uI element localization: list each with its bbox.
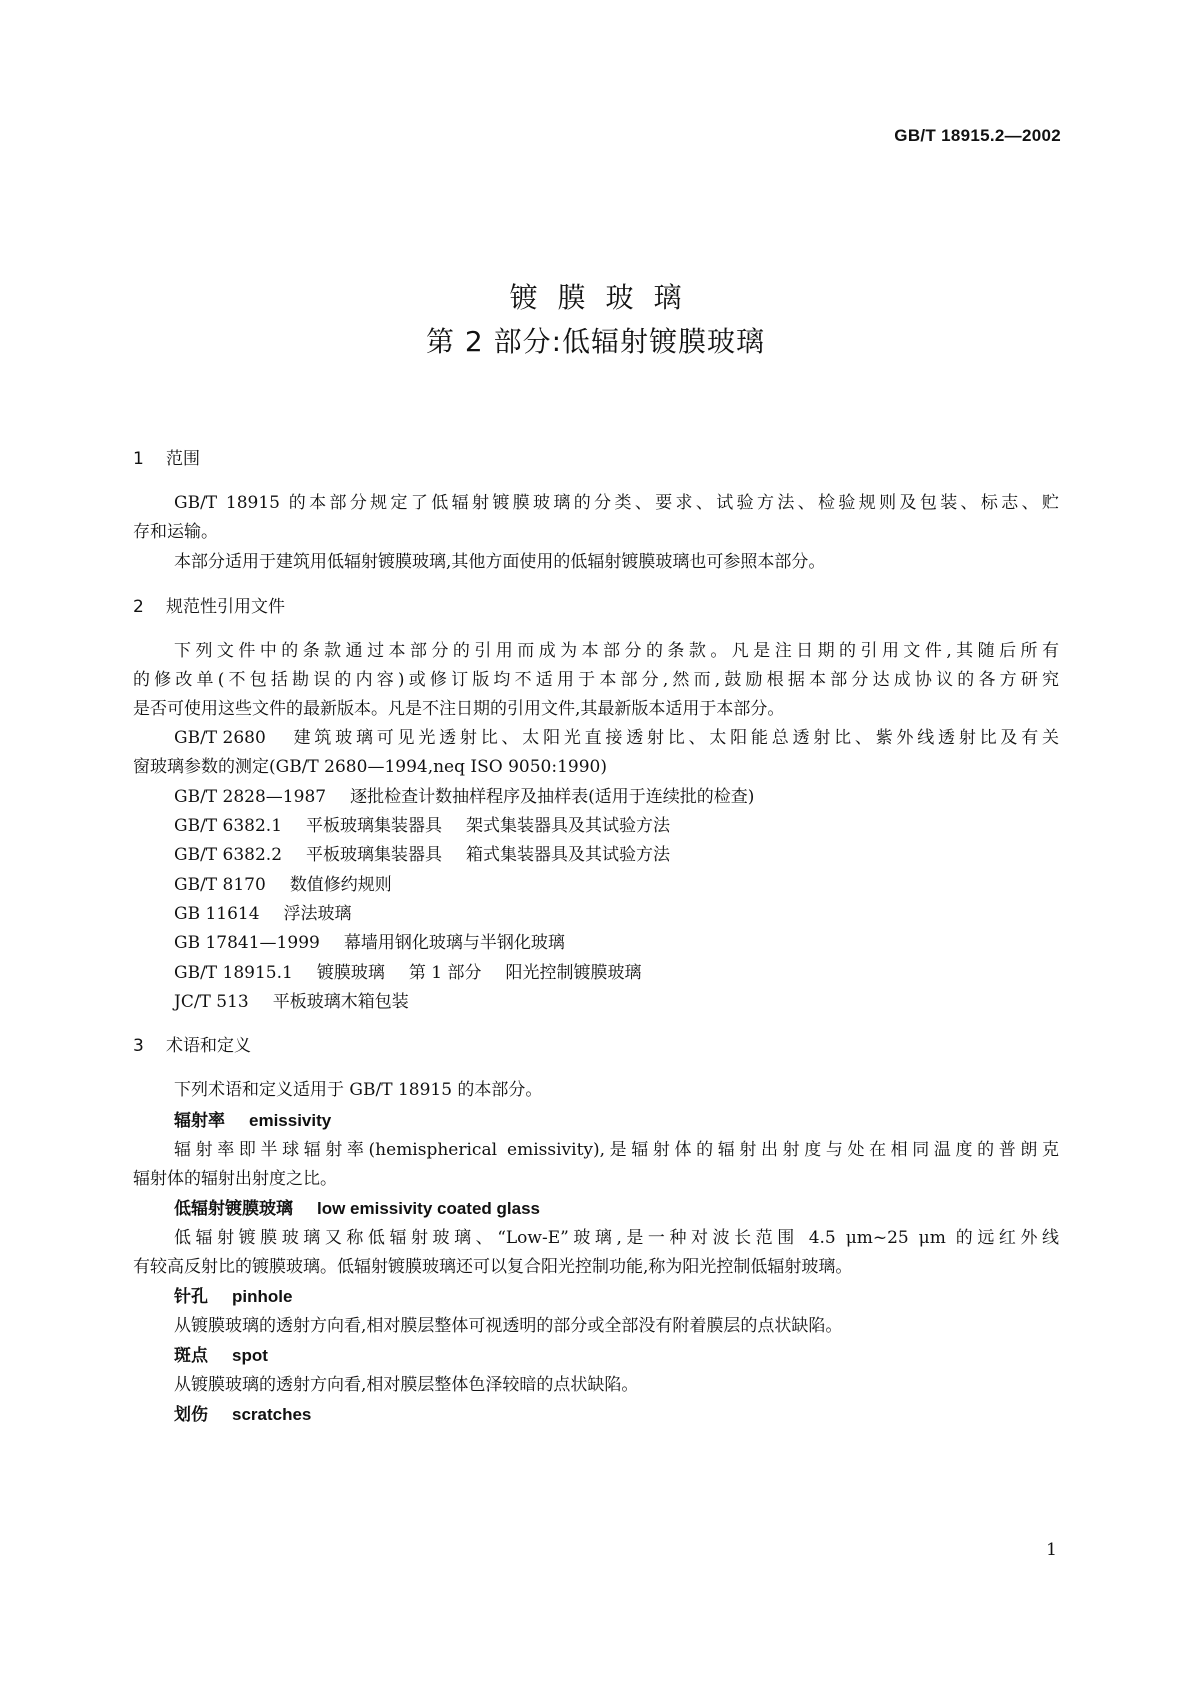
section-title: 范围 [166,449,200,469]
reference-title: 浮法玻璃 [283,904,352,924]
paragraph [174,488,1059,513]
term-heading [174,1106,331,1131]
paragraph-line [174,636,1059,661]
document-title: 镀膜玻璃 [509,281,702,314]
paragraph-text: 的修改单(不包括勘误的内容)或修订版均不适用于本部分,然而,鼓励根据本部分达成协议的各方研究 [133,670,1059,690]
reference-item [174,811,670,836]
reference-title: 建筑玻璃可见光透射比、太阳光直接透射比、太阳能总透射比、紫外线透射比及有关 [289,728,1059,748]
section-heading-3 [133,1031,251,1056]
reference-title: 镀膜玻璃 [316,963,385,983]
term-en: scratches [232,1405,312,1424]
paragraph: 下列术语和定义适用于 GB/T 18915 的本部分。 [174,1080,543,1100]
reference-item [174,870,392,895]
reference-code: GB/T 2680 [174,728,266,748]
reference-item [174,723,1059,748]
paragraph: 本部分适用于建筑用低辐射镀膜玻璃,其他方面使用的低辐射镀膜玻璃也可参照本部分。 [174,552,826,572]
paragraph-line: 存和运输。 [133,522,218,542]
term-en: low emissivity coated glass [317,1199,540,1218]
section-title: 术语和定义 [166,1036,251,1056]
reference-line [174,723,1059,748]
term-zh: 斑点 [174,1346,208,1366]
term-heading [174,1194,540,1219]
reference-code: JC/T 513 [174,992,249,1012]
reference-code: GB/T 2828—1987 [174,787,327,807]
reference-title-part: 架式集装器具及其试验方法 [466,816,671,836]
term-heading [174,1282,292,1307]
reference-item [174,899,352,924]
term-en: pinhole [232,1287,293,1306]
paragraph-text: 下列文件中的条款通过本部分的引用而成为本部分的条款。凡是注日期的引用文件,其随后所有 [174,641,1059,661]
section-number: 1 [133,449,144,469]
reference-title-part: 第 1 部分 [408,963,482,983]
reference-title-part: 箱式集装器具及其试验方法 [466,845,671,865]
definition-line [174,1223,1059,1248]
definition-line: 辐射体的辐射出射度之比。 [133,1169,337,1189]
term-heading [174,1400,311,1425]
reference-code: GB 11614 [174,904,260,924]
definition-line: 有较高反射比的镀膜玻璃。低辐射镀膜玻璃还可以复合阳光控制功能,称为阳光控制低辐射玻璃。 [133,1257,853,1277]
document-subtitle: 第 2 部分:低辐射镀膜玻璃 [425,325,766,358]
reference-code: GB 17841—1999 [174,933,320,953]
term-zh: 划伤 [174,1405,208,1425]
definition-text: 辐射率即半球辐射率(hemispherical emissivity),是辐射体的辐射出射度与处在相同温度的普朗克 [174,1140,1059,1160]
section-heading-1 [133,444,200,469]
reference-title-cont: 窗玻璃参数的测定(GB/T 2680—1994,neq ISO 9050:1990) [133,757,607,777]
reference-item [174,987,409,1012]
reference-code: GB/T 8170 [174,875,266,895]
reference-title: 平板玻璃集装器具 [306,845,443,865]
section-title: 规范性引用文件 [166,597,285,617]
reference-title: 平板玻璃集装器具 [306,816,443,836]
term-en: emissivity [249,1111,332,1130]
term-zh: 低辐射镀膜玻璃 [174,1199,293,1219]
term-heading [174,1341,268,1366]
term-zh: 辐射率 [174,1111,225,1131]
definition-line [174,1135,1059,1160]
page-number: 1 [1046,1540,1057,1560]
reference-item [174,840,670,865]
reference-item [174,928,565,953]
reference-item [174,782,754,807]
term-en: spot [232,1346,268,1365]
paragraph-line: GB/T 18915 的本部分规定了低辐射镀膜玻璃的分类、要求、试验方法、检验规则及包装、标志、贮 [174,493,1059,513]
section-number: 2 [133,597,144,617]
reference-code: GB/T 18915.1 [174,963,293,983]
reference-code: GB/T 6382.2 [174,845,283,865]
section-heading-2 [133,592,285,617]
paragraph-line [133,665,1059,690]
term-zh: 针孔 [174,1287,208,1307]
standard-code: GB/T 18915.2—2002 [894,126,1061,145]
reference-title: 数值修约规则 [289,875,392,895]
reference-code: GB/T 6382.1 [174,816,283,836]
reference-title: 逐批检查计数抽样程序及抽样表(适用于连续批的检查) [350,787,755,807]
paragraph-line: 是否可使用这些文件的最新版本。凡是不注日期的引用文件,其最新版本适用于本部分。 [133,699,785,719]
definition-line: 从镀膜玻璃的透射方向看,相对膜层整体色泽较暗的点状缺陷。 [174,1375,639,1395]
definition-line: 从镀膜玻璃的透射方向看,相对膜层整体可视透明的部分或全部没有附着膜层的点状缺陷。 [174,1316,843,1336]
reference-title: 平板玻璃木箱包装 [272,992,409,1012]
reference-item [174,958,641,983]
reference-title: 幕墙用钢化玻璃与半钢化玻璃 [343,933,565,953]
reference-title-part: 阳光控制镀膜玻璃 [505,963,642,983]
section-number: 3 [133,1036,144,1056]
definition-text: 低辐射镀膜玻璃又称低辐射玻璃、“Low-E”玻璃,是一种对波长范围 4.5 μm~25 μm 的远红外线 [174,1228,1059,1248]
